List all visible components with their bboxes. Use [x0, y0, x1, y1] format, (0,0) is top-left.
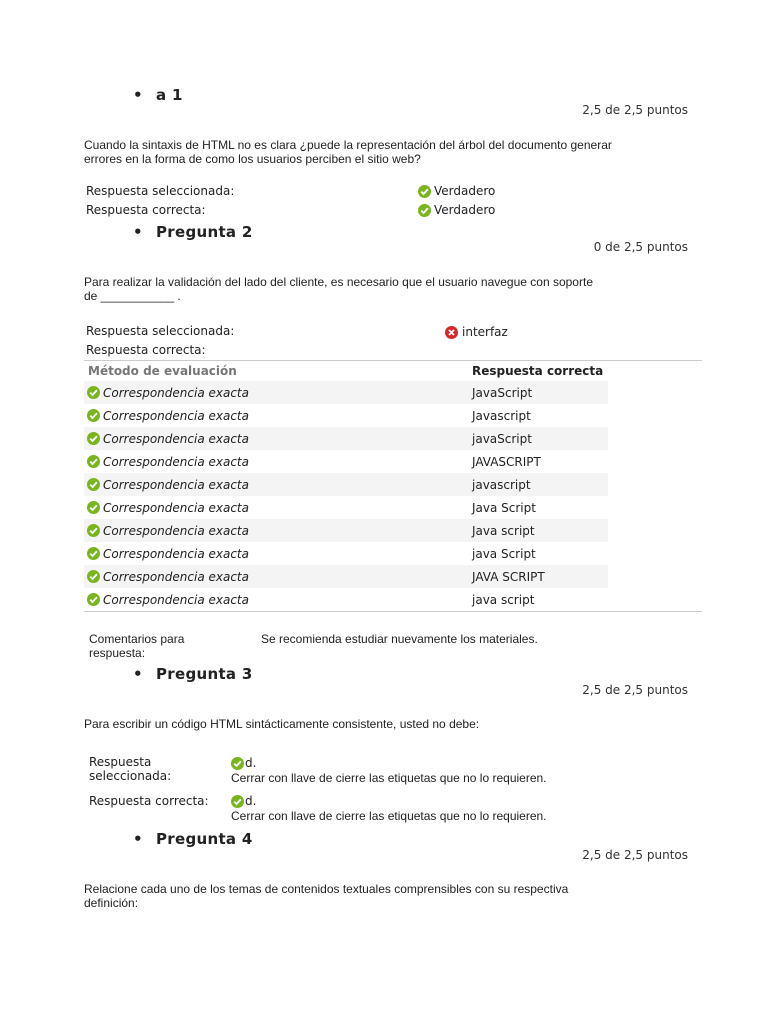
- bullet: •: [133, 830, 143, 848]
- table-row: [84, 381, 702, 404]
- correct-answer-value: Cerrar con llave de cierre las etiquetas que no lo requieren.: [231, 809, 547, 823]
- selected-answer-value: Verdadero: [434, 184, 496, 198]
- answer-cell: java script: [472, 592, 535, 607]
- question-2-title: Pregunta 2: [156, 223, 253, 241]
- table-row: [84, 542, 702, 565]
- evaluation-table: [84, 360, 702, 612]
- question-1-title: a 1: [156, 86, 183, 104]
- method-cell: [84, 427, 472, 450]
- x-circle-icon: [445, 326, 458, 339]
- check-circle-icon: [87, 409, 100, 422]
- question-3-points: 2,5 de 2,5 puntos: [582, 683, 688, 697]
- correct-answer-label: Respuesta correcta:: [86, 343, 206, 357]
- check-circle-icon: [87, 386, 100, 399]
- selected-answer-letter: d.: [245, 756, 257, 770]
- selected-answer: [445, 325, 508, 339]
- method-text: Correspondencia exacta: [103, 546, 249, 561]
- column-header-method: Método de evaluación: [88, 364, 237, 378]
- bullet: •: [133, 223, 143, 241]
- table-row: [84, 404, 702, 427]
- comment-value: Se recomienda estudiar nuevamente los materiales.: [261, 632, 538, 646]
- method-text: Correspondencia exacta: [103, 523, 249, 538]
- check-circle-icon: [87, 547, 100, 560]
- question-4-text: Relacione cada uno de los temas de contenidos textuales comprensibles con su respectiva definición:: [84, 882, 569, 910]
- correct-answer: [418, 203, 495, 217]
- answer-cell: javascript: [472, 473, 608, 496]
- question-3-title: Pregunta 3: [156, 665, 253, 683]
- answer-cell: Java Script: [472, 500, 536, 515]
- method-text: Correspondencia exacta: [103, 431, 249, 446]
- method-text: Correspondencia exacta: [103, 385, 249, 400]
- method-text: Correspondencia exacta: [103, 592, 249, 607]
- method-cell: [84, 450, 472, 473]
- selected-answer-label: Respuesta seleccionada:: [89, 755, 172, 783]
- table-row: [84, 496, 702, 519]
- selected-answer: [231, 756, 547, 785]
- method-text: Correspondencia exacta: [103, 569, 249, 584]
- check-circle-icon: [87, 570, 100, 583]
- check-circle-icon: [87, 593, 100, 606]
- table-row: [84, 519, 702, 542]
- method-cell: [84, 496, 472, 519]
- check-circle-icon: [87, 524, 100, 537]
- correct-answer-label: Respuesta correcta:: [89, 794, 209, 808]
- selected-answer-value: interfaz: [462, 325, 508, 339]
- selected-answer-label: Respuesta seleccionada:: [86, 184, 235, 198]
- question-4-heading: [133, 830, 253, 848]
- selected-answer-label: Respuesta seleccionada:: [86, 324, 235, 338]
- question-4-title: Pregunta 4: [156, 830, 253, 848]
- answer-cell: JAVASCRIPT: [472, 454, 541, 469]
- check-circle-icon: [87, 478, 100, 491]
- correct-answer-label: Respuesta correcta:: [86, 203, 206, 217]
- table-row: [84, 565, 702, 588]
- check-circle-icon: [87, 501, 100, 514]
- check-circle-icon: [87, 455, 100, 468]
- answer-cell: JavaScript: [472, 381, 608, 404]
- check-circle-icon: [418, 185, 431, 198]
- question-1-heading: [133, 86, 183, 104]
- correct-answer: [231, 794, 547, 823]
- question-1-points: 2,5 de 2,5 puntos: [582, 103, 688, 117]
- comment-label: Comentarios para respuesta:: [89, 632, 185, 660]
- method-cell: [84, 542, 472, 565]
- table-row: [84, 588, 702, 612]
- question-3-text: Para escribir un código HTML sintácticamente consistente, usted no debe:: [84, 717, 480, 731]
- question-4-points: 2,5 de 2,5 puntos: [582, 848, 688, 862]
- answer-cell: Java script: [472, 519, 608, 542]
- table-row: [84, 450, 702, 473]
- table-row: [84, 473, 702, 496]
- check-circle-icon: [231, 757, 244, 770]
- method-text: Correspondencia exacta: [103, 408, 249, 423]
- question-1-text: Cuando la sintaxis de HTML no es clara ¿puede la representación del árbol del documento generar errores en la forma de como los usuarios perciben el sitio web?: [84, 138, 612, 166]
- bullet: •: [133, 86, 143, 104]
- question-2-points: 0 de 2,5 puntos: [593, 240, 688, 254]
- method-cell: [84, 519, 472, 542]
- check-circle-icon: [87, 432, 100, 445]
- method-text: Correspondencia exacta: [103, 477, 249, 492]
- check-circle-icon: [231, 795, 244, 808]
- method-cell: [84, 404, 472, 427]
- correct-answer-letter: d.: [245, 794, 257, 808]
- question-3-heading: [133, 665, 253, 683]
- column-header-answer: Respuesta correcta: [472, 364, 604, 378]
- answer-cell: javaScript: [472, 427, 608, 450]
- selected-answer-value: Cerrar con llave de cierre las etiquetas que no lo requieren.: [231, 771, 547, 785]
- method-text: Correspondencia exacta: [103, 500, 249, 515]
- method-text: Correspondencia exacta: [103, 454, 249, 469]
- answer-cell: JAVA SCRIPT: [472, 565, 608, 588]
- table-row: [84, 427, 702, 450]
- answer-cell: Javascript: [472, 408, 531, 423]
- method-cell: [84, 381, 472, 404]
- correct-answer-value: Verdadero: [434, 203, 496, 217]
- bullet: •: [133, 665, 143, 683]
- question-2-text: Para realizar la validación del lado del cliente, es necesario que el usuario navegue con soporte de ___________ .: [84, 275, 593, 303]
- method-cell: [84, 565, 472, 588]
- method-cell: [84, 588, 472, 611]
- question-2-heading: [133, 223, 253, 241]
- selected-answer: [418, 184, 495, 198]
- answer-cell: java Script: [472, 546, 536, 561]
- method-cell: [84, 473, 472, 496]
- check-circle-icon: [418, 204, 431, 217]
